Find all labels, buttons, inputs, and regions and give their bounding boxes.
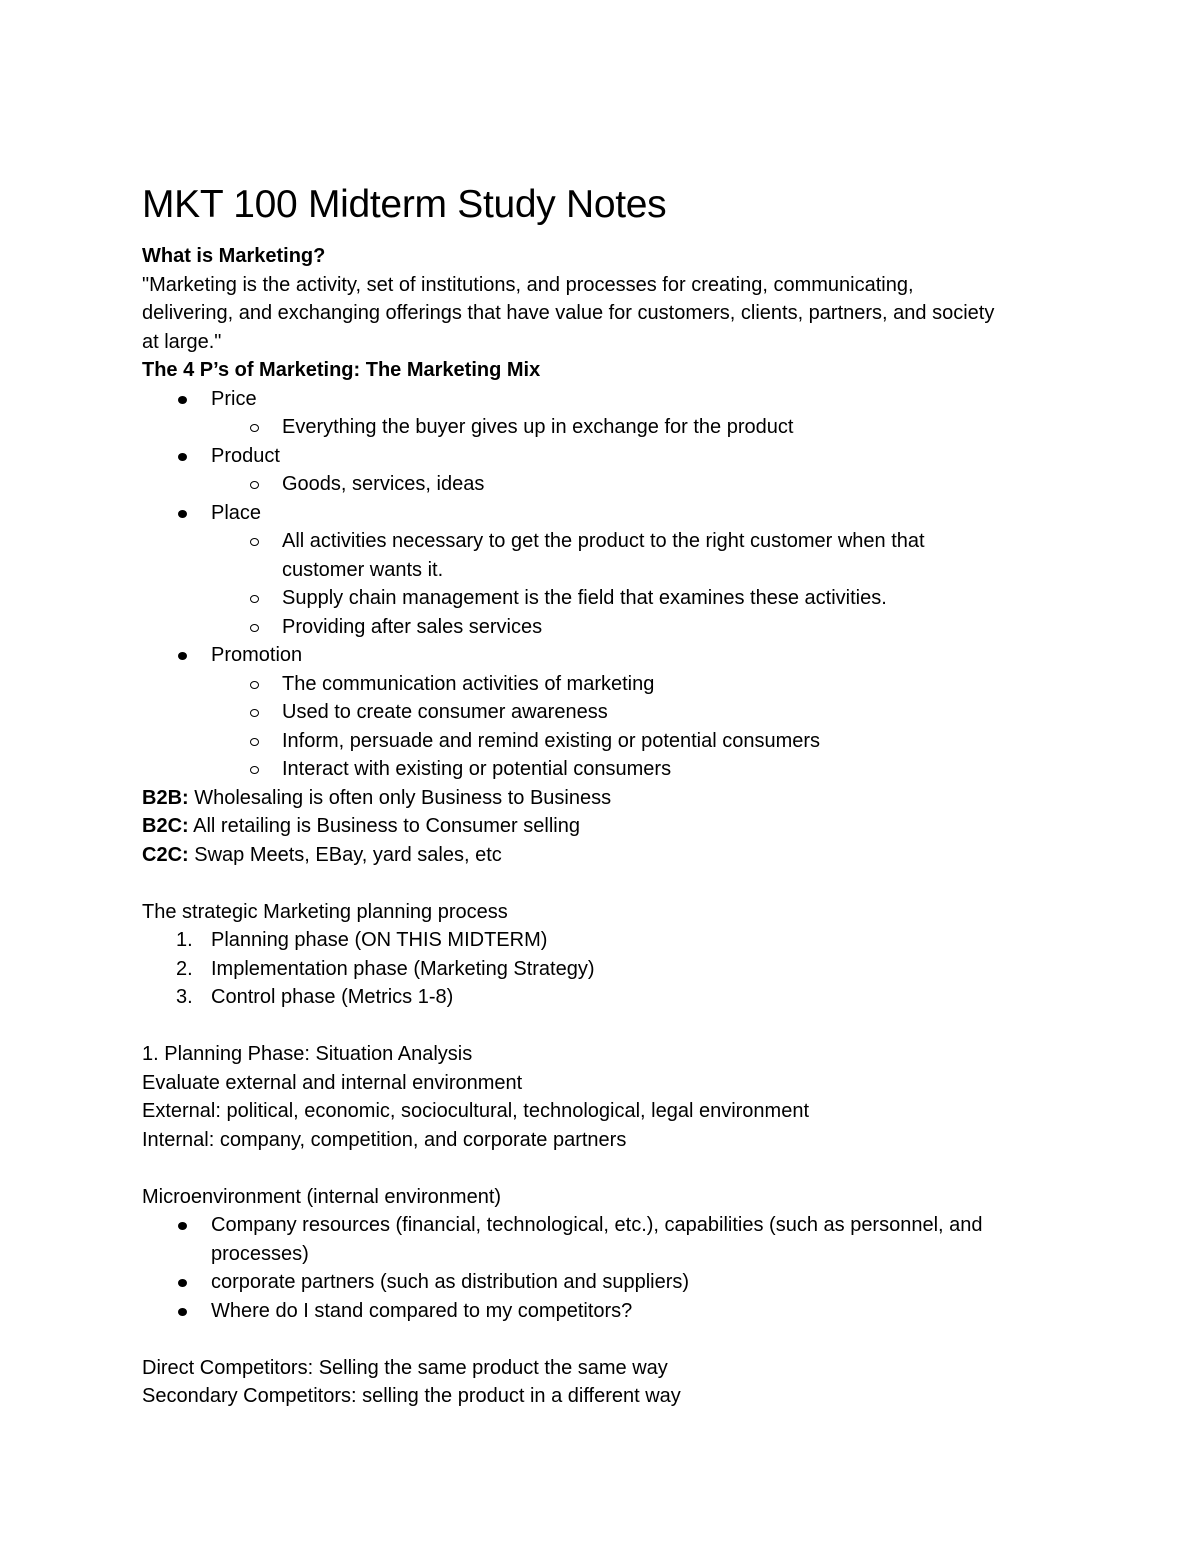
term-text: All retailing is Business to Consumer selling [188,815,580,837]
circle-bullet-icon [250,481,259,489]
list-item-label: All activities necessary to get the product to the right customer when that customer wants it. [282,530,925,581]
term-text: Swap Meets, EBay, yard sales, etc [188,843,502,866]
list-item [142,955,1062,984]
term-label: B2B: [142,786,189,809]
business-type-b2c [142,812,1062,841]
blank-line [142,1325,1062,1354]
bullet-icon [178,1279,187,1287]
term-label: C2C: [142,843,189,866]
list-item-label: Where do I stand compared to my competitors? [211,1299,633,1322]
list-item-label: Everything the buyer gives up in exchange for the product [282,416,794,438]
marketing-heading: What is Marketing? [142,245,326,267]
list-item [142,613,1062,642]
list-item-label: Supply chain management is the field that examines these activities. [282,587,887,609]
list-item-label: Company resources (financial, technological, etc.), capabilities (such as personnel, and processes) [211,1214,983,1265]
list-item [142,670,1062,699]
competitor-line: Secondary Competitors: selling the product in a different way [142,1385,681,1407]
bullet-icon [178,1222,187,1230]
list-item-label: Promotion [211,644,303,666]
list-item [142,755,1062,784]
list-item [142,983,1062,1012]
circle-bullet-icon [250,624,259,632]
page-title: MKT 100 Midterm Study Notes [142,183,667,226]
blank-line [142,869,1062,898]
list-number: 2. [176,957,193,980]
micro-list [142,1211,1062,1325]
business-type-b2b [142,784,1062,813]
list-item-label: Providing after sales services [282,615,543,638]
circle-bullet-icon [250,595,259,603]
circle-bullet-icon [250,681,259,689]
list-item [142,1211,1056,1268]
list-item-label: Goods, services, ideas [282,473,485,495]
list-item-label: corporate partners (such as distribution and suppliers) [211,1271,690,1293]
list-item [142,385,1062,414]
circle-bullet-icon [250,709,259,717]
list-item-label: Inform, persuade and remind existing or potential consumers [282,729,821,752]
list-item [142,584,1062,613]
term-text: Wholesaling is often only Business to Business [188,786,612,809]
list-item-label: Planning phase (ON THIS MIDTERM) [211,929,548,951]
circle-bullet-icon [250,738,259,746]
circle-bullet-icon [250,766,259,774]
list-item [142,1297,1062,1326]
list-item-label: Price [211,387,257,410]
situation-heading: 1. Planning Phase: Situation Analysis [142,1043,473,1065]
list-item-label: Control phase (Metrics 1-8) [211,986,454,1008]
list-item [142,499,1062,528]
bullet-icon [178,453,187,461]
term-label: B2C: [142,815,189,837]
blank-line [142,1154,1062,1183]
list-item [142,527,992,584]
list-item [142,470,1062,499]
list-item [142,727,1062,756]
competitor-line: Direct Competitors: Selling the same product the same way [142,1356,668,1379]
bullet-icon [178,1308,187,1316]
four-ps-heading: The 4 P’s of Marketing: The Marketing Mix [142,359,541,381]
list-item [142,442,1062,471]
bullet-icon [178,510,187,518]
blank-line [142,1012,1062,1041]
marketing-definition: "Marketing is the activity, set of institutions, and processes for creating, communicating, delivering, and exchanging offerings that have value for customers, clients, partners, and society at large." [142,273,995,353]
list-item-label: Implementation phase (Marketing Strategy) [211,957,595,980]
four-ps-list [142,385,1062,784]
situation-line: External: political, economic, sociocultural, technological, legal environment [142,1100,810,1122]
bullet-icon [178,652,187,660]
circle-bullet-icon [250,538,259,546]
list-item [142,1268,1062,1297]
list-item-label: The communication activities of marketing [282,672,655,695]
list-item-label: Used to create consumer awareness [282,701,608,723]
list-item-label: Interact with existing or potential consumers [282,758,672,780]
list-item [142,413,1062,442]
planning-phases-list [142,926,1062,1012]
list-item [142,641,1062,670]
list-item-label: Product [211,444,280,467]
document-page [142,182,1062,1411]
list-item-label: Place [211,501,262,524]
micro-heading: Microenvironment (internal environment) [142,1185,502,1208]
bullet-icon [178,396,187,404]
list-item [142,698,1062,727]
planning-process-heading: The strategic Marketing planning process [142,900,508,923]
list-number: 1. [176,929,193,951]
list-number: 3. [176,986,193,1008]
circle-bullet-icon [250,424,259,432]
business-type-c2c [142,841,1062,870]
situation-line: Internal: company, competition, and corporate partners [142,1128,627,1151]
situation-line: Evaluate external and internal environment [142,1071,523,1094]
list-item [142,926,1062,955]
